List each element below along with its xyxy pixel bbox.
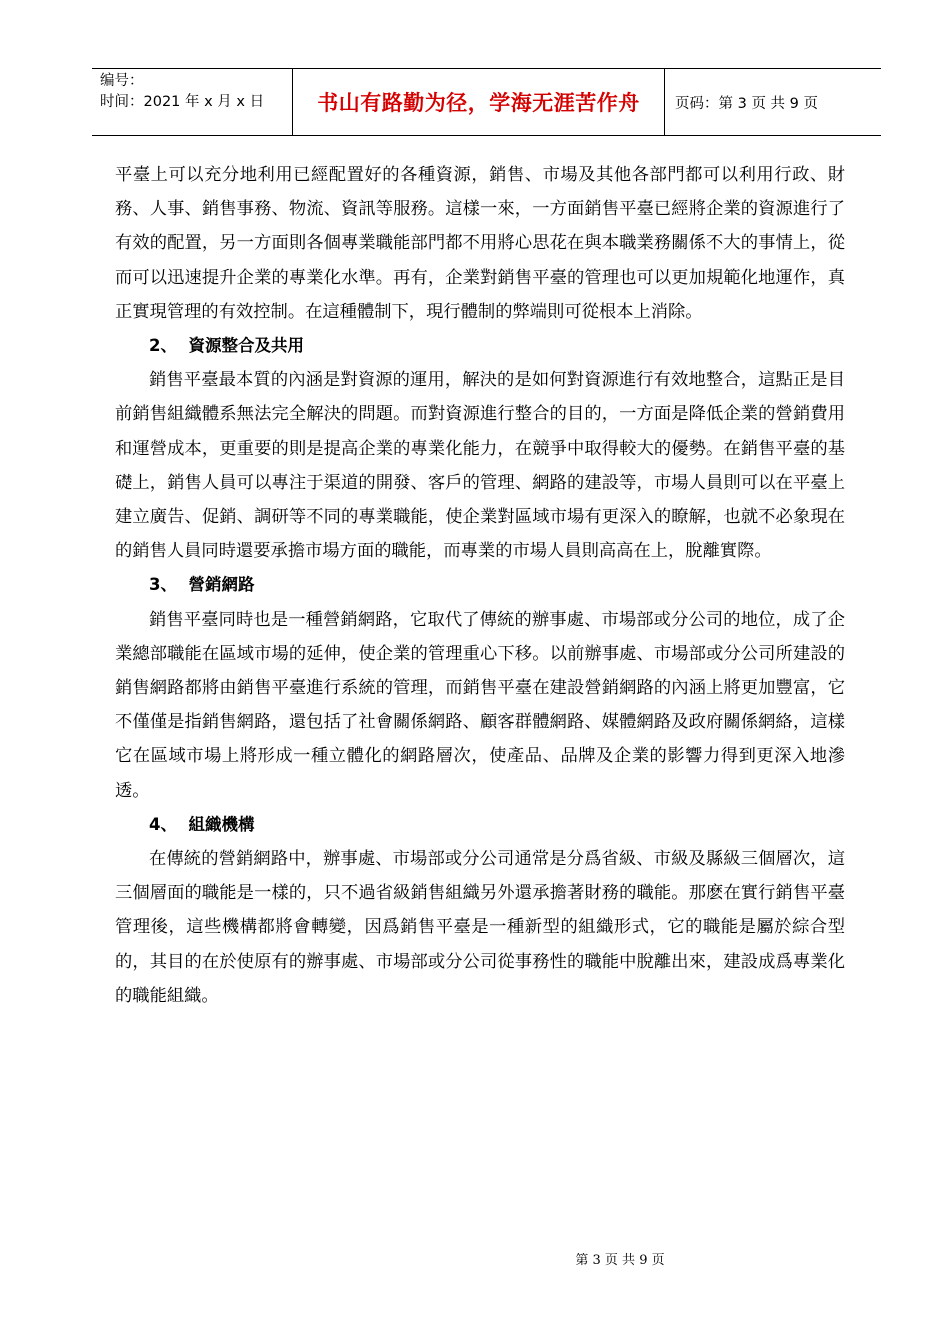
section-heading: 3、 營銷網路 (149, 575, 255, 595)
header-motto: 书山有路勤为径，学海无涯苦作舟 (293, 69, 665, 135)
paragraph: 銷售平臺最本質的內涵是對資源的運用，解決的是如何對資源進行有效地整合，這點正是目前銷售組織體系無法完全解決的問題。而對資源進行整合的目的，一方面是降低企業的營銷費用和運營成本，更重要的則是提高企業的專業化能力，在競爭中取得較大的優勢。在銷售平臺的基礎上，銷售人員可以專注于渠道的開發、客戶的管理、網路的建設等，市場人員則可以在平臺上建立廣告、促銷、調研等不同的專業職能，使企業對區域市場有更深入的瞭解，也就不必象現在的銷售人員同時還要承擔市場方面的職能，而專業的市場人員則高高在上，脫離實際。 (115, 370, 845, 562)
document-body (115, 158, 845, 1013)
time-label: 时间：2021 年 x 月 x 日 (100, 94, 265, 110)
paragraph: 在傳統的營銷網路中，辦事處、市場部或分公司通常是分爲省級、市級及縣級三個層次，這三個層面的職能是一樣的，只不過省級銷售組織另外還承擔著財務的職能。那麽在實行銷售平臺管理後，這些機構都將會轉變，因爲銷售平臺是一種新型的組織形式，它的職能是屬於綜合型的，其目的在於使原有的辦事處、市場部或分公司從事務性的職能中脫離出來，建設成爲專業化的職能組織。 (115, 849, 845, 1006)
section-heading: 4、 組織機構 (149, 814, 255, 834)
paragraph: 銷售平臺同時也是一種營銷網路，它取代了傳統的辦事處、市場部或分公司的地位，成了企業總部職能在區域市場的延伸，使企業的管理重心下移。以前辦事處、市場部或分公司所建設的銷售網路都將由銷售平臺進行系統的管理，而銷售平臺在建設營銷網路的內涵上將更加豐富，它不僅僅是指銷售網路，還包括了社會關係網路、顧客群體網路、媒體網路及政府關係網絡，這樣它在區域市場上將形成一種立體化的網路層次，使產品、品牌及企業的影響力得到更深入地滲透。 (115, 609, 845, 801)
document-header (92, 68, 881, 136)
header-page-label: 页码：第 3 页 共 9 页 (675, 95, 818, 112)
number-label: 编号： (100, 73, 144, 89)
paragraph: 平臺上可以充分地利用已經配置好的各種資源，銷售、市場及其他各部門都可以利用行政、財務、人事、銷售事務、物流、資訊等服務。這樣一來，一方面銷售平臺已經將企業的資源進行了有效的配置，另一方面則各個專業職能部門都不用將心思花在與本職業務關係不大的事情上，從而可以迅速提升企業的專業化水準。再有，企業對銷售平臺的管理也可以更加規範化地運作，真正實現管理的有效控制。在這種體制下，現行體制的弊端則可從根本上消除。 (115, 165, 845, 322)
section-heading: 2、 資源整合及共用 (149, 336, 304, 356)
header-meta-cell (92, 69, 293, 135)
page-footer: 第 3 页 共 9 页 (575, 1253, 665, 1268)
